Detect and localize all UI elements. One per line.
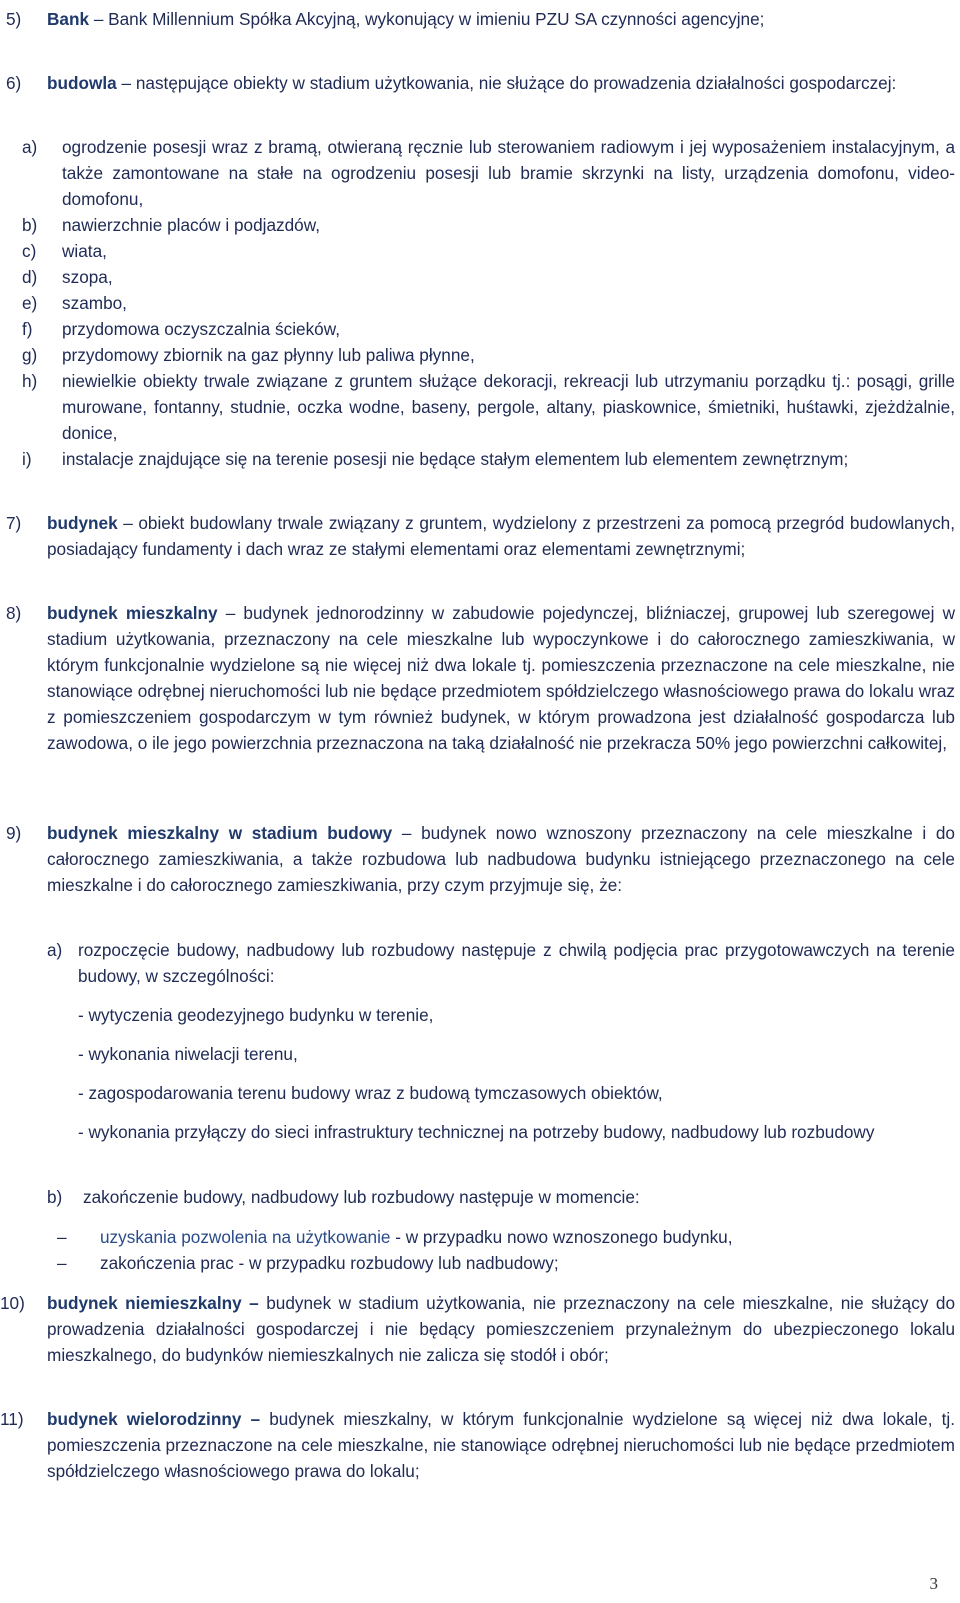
definition-7 (0, 510, 955, 562)
sub-item-a (0, 937, 955, 989)
definition-9 (0, 820, 955, 898)
sub-text: ogrodzenie posesji wraz z bramą, otwieraną ręcznie lub sterowaniem radiowym i jej wyposażeniem instalacyjnym, a także zamontowane na stałe na ogrodzeniu posesji lub bramie skrzynki na listy, urządzenia domofonu, video-domofonu, (62, 137, 955, 209)
dash-mark: – (57, 1227, 67, 1247)
item-number: 7) (6, 513, 22, 533)
sub-text: zakończenie budowy, nadbudowy lub rozbudowy następuje w momencie: (83, 1187, 640, 1207)
term-dash: – (123, 513, 133, 533)
item-number: 11) (0, 1409, 24, 1429)
sub-text: instalacje znajdujące się na terenie posesji nie będące stałym elementem lub elementem zewnętrznym; (62, 449, 849, 469)
definition-6 (0, 70, 955, 96)
dash-item (47, 1250, 947, 1276)
sub-item-b (0, 212, 955, 238)
definition-10 (0, 1290, 955, 1368)
sub-text: wiata, (62, 241, 107, 261)
sub-text: niewielkie obiekty trwale związane z gruntem służące dekoracji, rekreacji lub utrzymaniu porządku tj.: posągi, grille murowane, fontanny, studnie, oczka wodne, baseny, pergole, altany, piaskownice, śmietniki, huśtawki, zjeżdżalnie, donice, (62, 371, 955, 443)
dash-text: - w przypadku nowo wznoszonego budynku, (390, 1227, 733, 1247)
item-number: 5) (6, 9, 22, 29)
term: Bank (47, 9, 90, 29)
sub-item-e (0, 290, 955, 316)
dash-item (47, 1224, 947, 1250)
item-number: 9) (6, 823, 22, 843)
sub-label: b) (22, 215, 38, 235)
definition-8 (0, 600, 955, 756)
definition-text: budynek jednorodzinny w zabudowie pojedynczej, bliźniaczej, grupowej lub szeregowej w stadium użytkowania, przeznaczony na cele mieszkalne lub wypoczynkowe i do całorocznego zamieszkiwania, w którym funkcjonalnie wydzielone są nie więcej niż dwa lokale tj. pomieszczenia przeznaczone na cele mieszkalne, nie stanowiące odrębnej nieruchomości lub nie będące przedmiotem spółdzielczego własnościowego prawa do lokalu wraz z pomieszczeniem gospodarczym w tym również budynek, w którym prowadzona jest działalność gospodarcza lub zawodowa, o ile jego powierzchnia przeznaczona na taką działalność nie przekracza 50% jego powierzchni całkowitej, (47, 603, 955, 753)
dash-mark: – (57, 1253, 67, 1273)
definition-5 (0, 6, 955, 32)
term-dash: – (225, 603, 236, 623)
sub-label: i) (22, 449, 32, 469)
sub-text: szopa, (62, 267, 113, 287)
definition-text: następujące obiekty w stadium użytkowania, nie służące do prowadzenia działalności gospodarczej: (135, 73, 897, 93)
term: budowla (47, 73, 117, 93)
sub-item-d (0, 264, 955, 290)
term-dash: – (401, 823, 412, 843)
definition-text: budynek mieszkalny, w którym funkcjonalnie wydzielone są więcej niż dwa lokale, tj. pomieszczenia przeznaczone na cele mieszkalne, nie stanowiące odrębnej nieruchomości lub nie będące przedmiotem spółdzielczego własnościowego prawa do lokalu; (47, 1409, 955, 1481)
sub-item-b (0, 1184, 955, 1210)
bullet-item: - wykonania niwelacji terenu, (78, 1044, 298, 1064)
sub-label: h) (22, 371, 38, 391)
sub-label: e) (22, 293, 38, 313)
sub-label: g) (22, 345, 38, 365)
dash-text: zakończenia prac - w przypadku rozbudowy lub nadbudowy; (100, 1253, 559, 1273)
definition-text: budynek w stadium użytkowania, nie przeznaczony na cele mieszkalne, nie służący do prowadzenia działalności gospodarczej i nie będący pomieszczeniem przynależnym do ubezpieczonego lokalu mieszkalnego, do budynków niemieszkalnych nie zalicza się stodół i obór; (47, 1293, 956, 1365)
sub-label: d) (22, 267, 38, 287)
sub-label: a) (47, 940, 63, 960)
sub-item-a (0, 134, 955, 212)
term: budynek niemieszkalny (47, 1293, 242, 1313)
sub-item-f (0, 316, 955, 342)
term-dash: – (250, 1409, 261, 1429)
sub-label: b) (47, 1187, 63, 1207)
item-number: 10) (0, 1293, 25, 1313)
term: budynek wielorodzinny (47, 1409, 242, 1429)
sub-label: a) (22, 137, 38, 157)
bullet-item: - wykonania przyłączy do sieci infrastruktury technicznej na potrzeby budowy, nadbudowy lub rozbudowy (78, 1122, 875, 1142)
definition-11 (0, 1406, 955, 1484)
sub-item-g (0, 342, 955, 368)
sub-item-h (0, 368, 955, 446)
sub-text: przydomowy zbiornik na gaz płynny lub paliwa płynne, (62, 345, 475, 365)
sub-text: przydomowa oczyszczalnia ścieków, (62, 319, 340, 339)
sub-item-i (0, 446, 955, 472)
term-dash: – (93, 9, 104, 29)
definition-text: budynek nowo wznoszony przeznaczony na cele mieszkalne i do całorocznego zamieszkiwania, a także rozbudowa lub nadbudowa budynku istniejącego przeznaczonego na cele mieszkalne i do całorocznego zamieszkiwania, przy czym przyjmuje się, że: (47, 823, 955, 895)
term: budynek mieszkalny w stadium budowy (47, 823, 393, 843)
bullet-item: - zagospodarowania terenu budowy wraz z budową tymczasowych obiektów, (78, 1083, 663, 1103)
dash-lead-text: uzyskania pozwolenia na użytkowanie (100, 1227, 391, 1247)
sub-text: szambo, (62, 293, 127, 313)
page-number: 3 (929, 1574, 938, 1593)
term-dash: – (121, 73, 132, 93)
sub-label: f) (22, 319, 33, 339)
term: budynek (47, 513, 118, 533)
sub-label: c) (22, 241, 37, 261)
item-number: 6) (6, 73, 22, 93)
bullet-item: - wytyczenia geodezyjnego budynku w terenie, (78, 1005, 434, 1025)
sub-text: rozpoczęcie budowy, nadbudowy lub rozbudowy następuje z chwilą podjęcia prac przygotowawczych na terenie budowy, w szczególności: (78, 940, 955, 986)
definition-text: obiekt budowlany trwale związany z gruntem, wydzielony z przestrzeni za pomocą przegród budowlanych, posiadający fundamenty i dach wraz ze stałymi elementami oraz elementami zewnętrznymi; (47, 513, 955, 559)
sub-text: nawierzchnie placów i podjazdów, (62, 215, 320, 235)
term-dash: – (249, 1293, 259, 1313)
item-number: 8) (6, 603, 22, 623)
definition-text: Bank Millennium Spółka Akcyjną, wykonujący w imieniu PZU SA czynności agencyjne; (108, 9, 765, 29)
term: budynek mieszkalny (47, 603, 218, 623)
sub-item-c (0, 238, 955, 264)
